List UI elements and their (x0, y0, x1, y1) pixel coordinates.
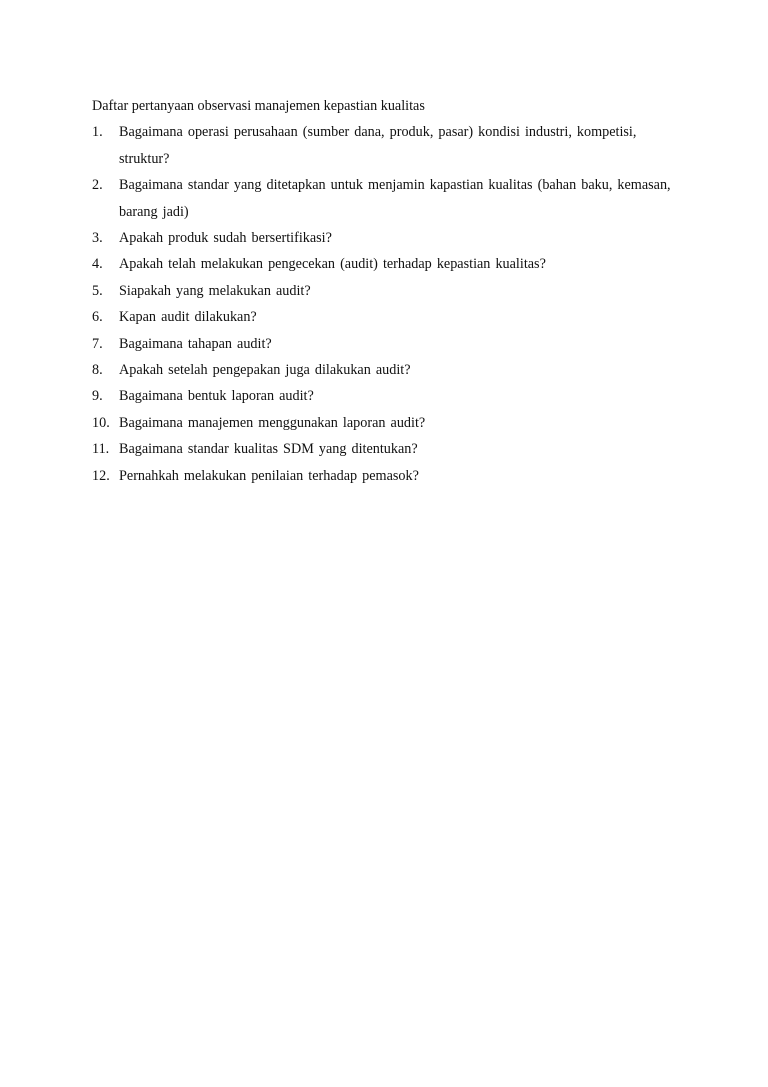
item-number: 7. (92, 335, 103, 352)
item-number: 4. (92, 256, 103, 273)
list-item (92, 225, 679, 251)
item-number: 2. (92, 177, 103, 194)
item-text: Pernahkah melakukan penilaian terhadap pemasok? (119, 467, 419, 484)
list-item (92, 463, 679, 489)
item-text: Apakah setelah pengepakan juga dilakukan audit? (119, 362, 411, 379)
item-text: Bagaimana bentuk laporan audit? (119, 388, 314, 405)
item-number: 3. (92, 230, 103, 247)
item-number: 11. (92, 441, 110, 458)
document-title: Daftar pertanyaan observasi manajemen kepastian kualitas (92, 98, 425, 114)
item-text: Bagaimana standar kualitas SDM yang ditentukan? (119, 441, 418, 458)
item-number: 10. (92, 414, 110, 431)
list-item (92, 383, 679, 409)
item-number: 1. (92, 124, 103, 141)
list-item (92, 410, 679, 436)
list-item (92, 304, 679, 330)
item-text: Bagaimana manajemen menggunakan laporan audit? (119, 414, 426, 431)
item-text: Apakah produk sudah bersertifikasi? (119, 230, 332, 247)
item-number: 6. (92, 309, 103, 326)
item-text: Kapan audit dilakukan? (119, 309, 257, 326)
list-item (92, 172, 679, 225)
list-item (92, 119, 679, 172)
list-item (92, 436, 679, 462)
item-number: 9. (92, 388, 103, 405)
item-text: Bagaimana operasi perusahaan (sumber dana, produk, pasar) kondisi industri, kompetisi, struktur? (119, 124, 637, 167)
item-number: 5. (92, 282, 103, 299)
question-list (92, 119, 679, 489)
list-item (92, 357, 679, 383)
item-text: Apakah telah melakukan pengecekan (audit) terhadap kepastian kualitas? (119, 256, 546, 273)
list-item (92, 331, 679, 357)
list-item (92, 251, 679, 277)
document-body (92, 93, 679, 489)
item-text: Bagaimana tahapan audit? (119, 335, 272, 352)
item-number: 12. (92, 467, 110, 484)
item-text: Siapakah yang melakukan audit? (119, 282, 311, 299)
list-item (92, 278, 679, 304)
item-text: Bagaimana standar yang ditetapkan untuk menjamin kapastian kualitas (bahan baku, kemasan, barang jadi) (119, 177, 671, 220)
item-number: 8. (92, 362, 103, 379)
